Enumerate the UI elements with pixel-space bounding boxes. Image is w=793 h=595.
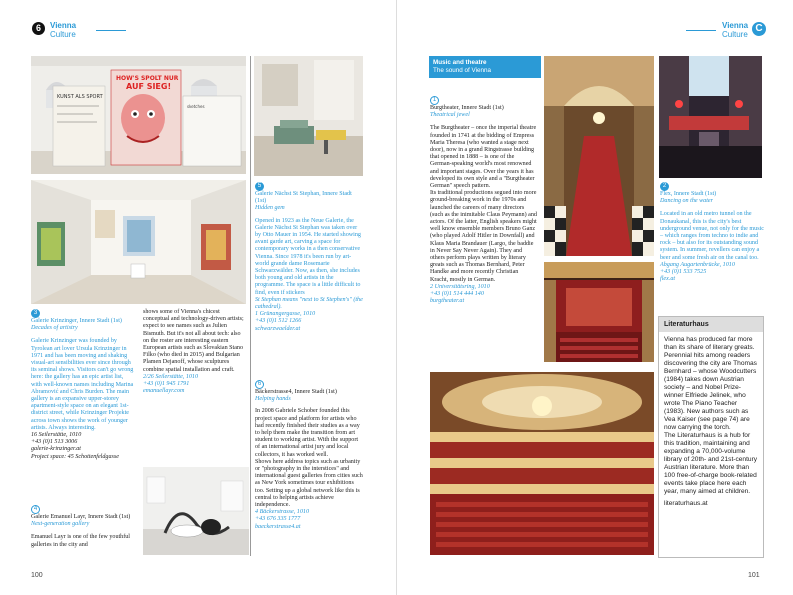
entry-web[interactable]: emanuellayr.com bbox=[143, 388, 185, 395]
photo-burgtheater-staircase bbox=[544, 56, 654, 256]
entry-title: Galerie Emanuel Layr, Innere Stadt (1st) bbox=[31, 514, 131, 520]
page-number-left: 100 bbox=[31, 572, 43, 579]
entry-web[interactable]: burgtheater.at bbox=[430, 298, 465, 305]
entry-title: Burgtheater, Innere Stadt (1st) bbox=[430, 105, 504, 111]
entry-address: 16 Seilerstätte, 1010 bbox=[31, 432, 82, 439]
culture-badge-icon: C bbox=[752, 22, 766, 36]
entry-subtitle: Next-generation gallery bbox=[31, 521, 90, 528]
entry-number-5: 5 bbox=[255, 182, 264, 191]
entry-body: Located in an old metro tunnel on the Donaukanal, this is the city's best underground venue, not only for the music – which ranges from techno to indie and rock – but also for its outstanding sound system. In summer, revellers can enjoy a beer and some fresh air on the canal too. bbox=[660, 211, 764, 261]
header-section-right: Culture bbox=[722, 30, 748, 39]
entry-phone: +43 676 335 1777 bbox=[255, 516, 301, 523]
entry-extra: Project space: 45 Schottenfeldgasse bbox=[31, 453, 119, 460]
entry-body-cont: shows some of Vienna's chicest conceptual and technology-driven artists; expect to see names such as Julien Bismuth. But it's not all about tech: also on the roster are interesting eastern European artists such as Slovakian Stano Filko (who died in 2015) and Bulgarian Plamen Dejanoff, whose sculptures combine spatial installation and craft. bbox=[143, 309, 244, 373]
photo-galerie-naechst-st-stephan bbox=[254, 56, 363, 176]
entry-web[interactable]: baeckerstrasse4.at bbox=[255, 523, 301, 530]
entry-body: Emanuel Layr is one of the few youthful galleries in the city and bbox=[31, 534, 130, 548]
entry-address: Abgang Augartenbrücke, 1010 bbox=[660, 261, 735, 268]
entry-phone: +43 (0)1 512 1266 bbox=[255, 318, 302, 325]
entry-title: Flex, Innere Stadt (1st) bbox=[660, 191, 717, 197]
entry-address: 2 Universitätsring, 1010 bbox=[430, 283, 490, 290]
entry-galerie-emanuel-layr bbox=[31, 505, 134, 549]
entry-number-4: 4 bbox=[31, 505, 40, 514]
entry-body: Opened in 1923 as the Neue Galerie, the Galerie Nächst St Stephan was taken over by Otto Mauer in 1954. He started showing avant garde art, carving a space for contemporary works in a then conservative Vienna. Since 1978 it's been run by art-world grande dame Rosemarie Schwarzwälder. Now, as then, she includes both young and old artists in the programme. The space is a little difficult to find, even if stickers bbox=[255, 217, 361, 296]
entry-subtitle: Decades of artistry bbox=[31, 325, 78, 332]
section-heading-music-theatre bbox=[429, 56, 541, 78]
entry-phone: +43 (0)1 533 7525 bbox=[660, 269, 707, 276]
page-section-badge: 6 bbox=[32, 22, 45, 35]
entry-title: Galerie Nächst St Stephan, Innere Stadt (1st) bbox=[255, 191, 352, 205]
entry-body: In 2008 Gabriele Schober founded this project space and platform for artists who had recently finished their studies as a way to help them make the transition from art student to working artist. With the support of an international artist jury and local collectors, it has worked well. Shows here address topics such as urbanity or "photography in the interstices" and international guest galleries from cities such as New York sometimes tour exhibitions too. Setting up a global network like this is central to helping artists achieve independence. bbox=[255, 408, 363, 509]
header-city-right: Vienna bbox=[722, 21, 749, 30]
entry-subtitle: Theatrical jewel bbox=[430, 112, 470, 119]
entry-number-3: 3 bbox=[31, 309, 40, 318]
entry-web[interactable]: flex.at bbox=[660, 276, 676, 283]
header-rule-right bbox=[686, 30, 716, 31]
entry-address: 1 Grünangergasse, 1010 bbox=[255, 311, 316, 318]
sidebar-body: Vienna has produced far more than its share of literary greats. Perennial hits among readers discovering the city are Thomas Bernhard – whose Woodcutters (1984) takes down Austrian society – and Nobel Prize-winner Elfriede Jelinek, who wrote The Piano Teacher (1983). New authors such as Vea Kaiser (see page 74) are now carrying the torch. The Literaturhaus is a hub for this tradition, maintaining and expanding a 70,000-volume library of 20th- and 21st-century Austrian literature. More than 100 free-of-charge book-related events take place here each year, many aimed at children. bbox=[664, 336, 758, 495]
entry-address: 4 Bäckerstrasse, 1010 bbox=[255, 509, 309, 516]
sidebar-literaturhaus bbox=[658, 316, 764, 558]
photo-burgtheater-auditorium bbox=[430, 372, 654, 555]
entry-galerie-emanuel-layr-cont bbox=[143, 309, 246, 395]
entry-web[interactable]: schwarzwaelder.at bbox=[255, 325, 301, 332]
column-rule bbox=[250, 56, 251, 556]
entry-body: Galerie Krinzinger was founded by Tyrolean art lover Ursula Krinzinger in 1971 and has been moving and shaking visual-art sensibilities ever since through its seminal shows. Visitors can't go wrong here: the gallery has an epic artist list, with well-known names including Marina Abramović and Chris Burden. The main gallery is an expansive upper-storey apartment-style space on an elegant 1st-district street, while Krinzinger Projekte across town shows the work of younger artists. Always interesting. bbox=[31, 338, 134, 431]
header-rule bbox=[96, 30, 126, 31]
entry-web[interactable]: galerie-krinzinger.at bbox=[31, 446, 81, 453]
photo-flex-club bbox=[659, 56, 762, 178]
entry-italic: St Stephan means "next to St Stephen's" (the cathedral). bbox=[255, 296, 363, 311]
page-number-right: 101 bbox=[748, 572, 760, 579]
entry-body: The Burgtheater – once the imperial theatre founded in 1741 at the bidding of Empress Maria Theresa (who wanted a stage next door), now in a grand Ringstrasse building that opened in 1888 – is one of the German-speaking world's most renowned and important stages. Over the years it has developed its own style and a "Burgtheater German" speech pattern. Its traditional productions segued into more ground-breaking work in the 1970s and launched the careers of many directors (such as the inimitable Claus Peymann) and actors. Of the latter, English speakers might well know ensemble members Bruno Ganz (who played Adolf Hitler in Downfall) and Klaus Maria Brandauer (Largo, the baddie in Never Say Never Again). They and others perform plays written by literary greats such as Thomas Bernhard, Peter Handke and more recently Christian Kracht, mostly in German. bbox=[430, 125, 537, 283]
entry-galerie-naechst-st-stephan bbox=[255, 182, 363, 333]
svg-text:sketches: sketches bbox=[187, 104, 205, 109]
entry-title: Bäckerstrasse4, Innere Stadt (1st) bbox=[255, 389, 337, 395]
entry-phone: +43 (0)1 513 3006 bbox=[31, 439, 78, 446]
photo-baeckerstrasse4 bbox=[143, 467, 249, 555]
entry-baeckerstrasse4 bbox=[255, 380, 363, 531]
entry-burgtheater bbox=[430, 96, 537, 305]
entry-phone: +43 (0)1 945 1791 bbox=[143, 381, 190, 388]
entry-galerie-krinzinger bbox=[31, 309, 134, 461]
section-title: Music and theatre bbox=[433, 59, 487, 66]
sidebar-web[interactable]: literaturhaus.at bbox=[664, 500, 708, 507]
photo-galerie-krinzinger-painting bbox=[31, 56, 246, 174]
header-city: Vienna bbox=[50, 21, 77, 30]
sidebar-title: Literaturhaus bbox=[659, 317, 763, 332]
painting-text-line2: AUF SIEG! bbox=[126, 82, 172, 91]
entry-subtitle: Helping hands bbox=[255, 396, 291, 403]
entry-number-6: 6 bbox=[255, 380, 264, 389]
photo-galerie-krinzinger-room bbox=[31, 180, 246, 304]
spine bbox=[396, 0, 397, 595]
svg-text:KUNST ALS SPORT: KUNST ALS SPORT bbox=[57, 94, 103, 100]
header-section: Culture bbox=[50, 30, 76, 39]
entry-flex bbox=[660, 182, 765, 283]
entry-subtitle: Hidden gem bbox=[255, 205, 285, 212]
entry-phone: +43 (0)1 514 444 140 bbox=[430, 291, 484, 298]
section-subtitle: The sound of Vienna bbox=[433, 67, 492, 74]
entry-number-2: 2 bbox=[660, 182, 669, 191]
entry-title: Galerie Krinzinger, Innere Stadt (1st) bbox=[31, 318, 122, 324]
entry-number-1: 1 bbox=[430, 96, 439, 105]
painting-text-line1: HOW'S SPOLT NUR bbox=[116, 75, 179, 82]
entry-address: 2/26 Seilerstätte, 1010 bbox=[143, 373, 199, 380]
entry-subtitle: Dancing on the water bbox=[660, 198, 713, 205]
photo-theatre-stage bbox=[544, 262, 654, 362]
